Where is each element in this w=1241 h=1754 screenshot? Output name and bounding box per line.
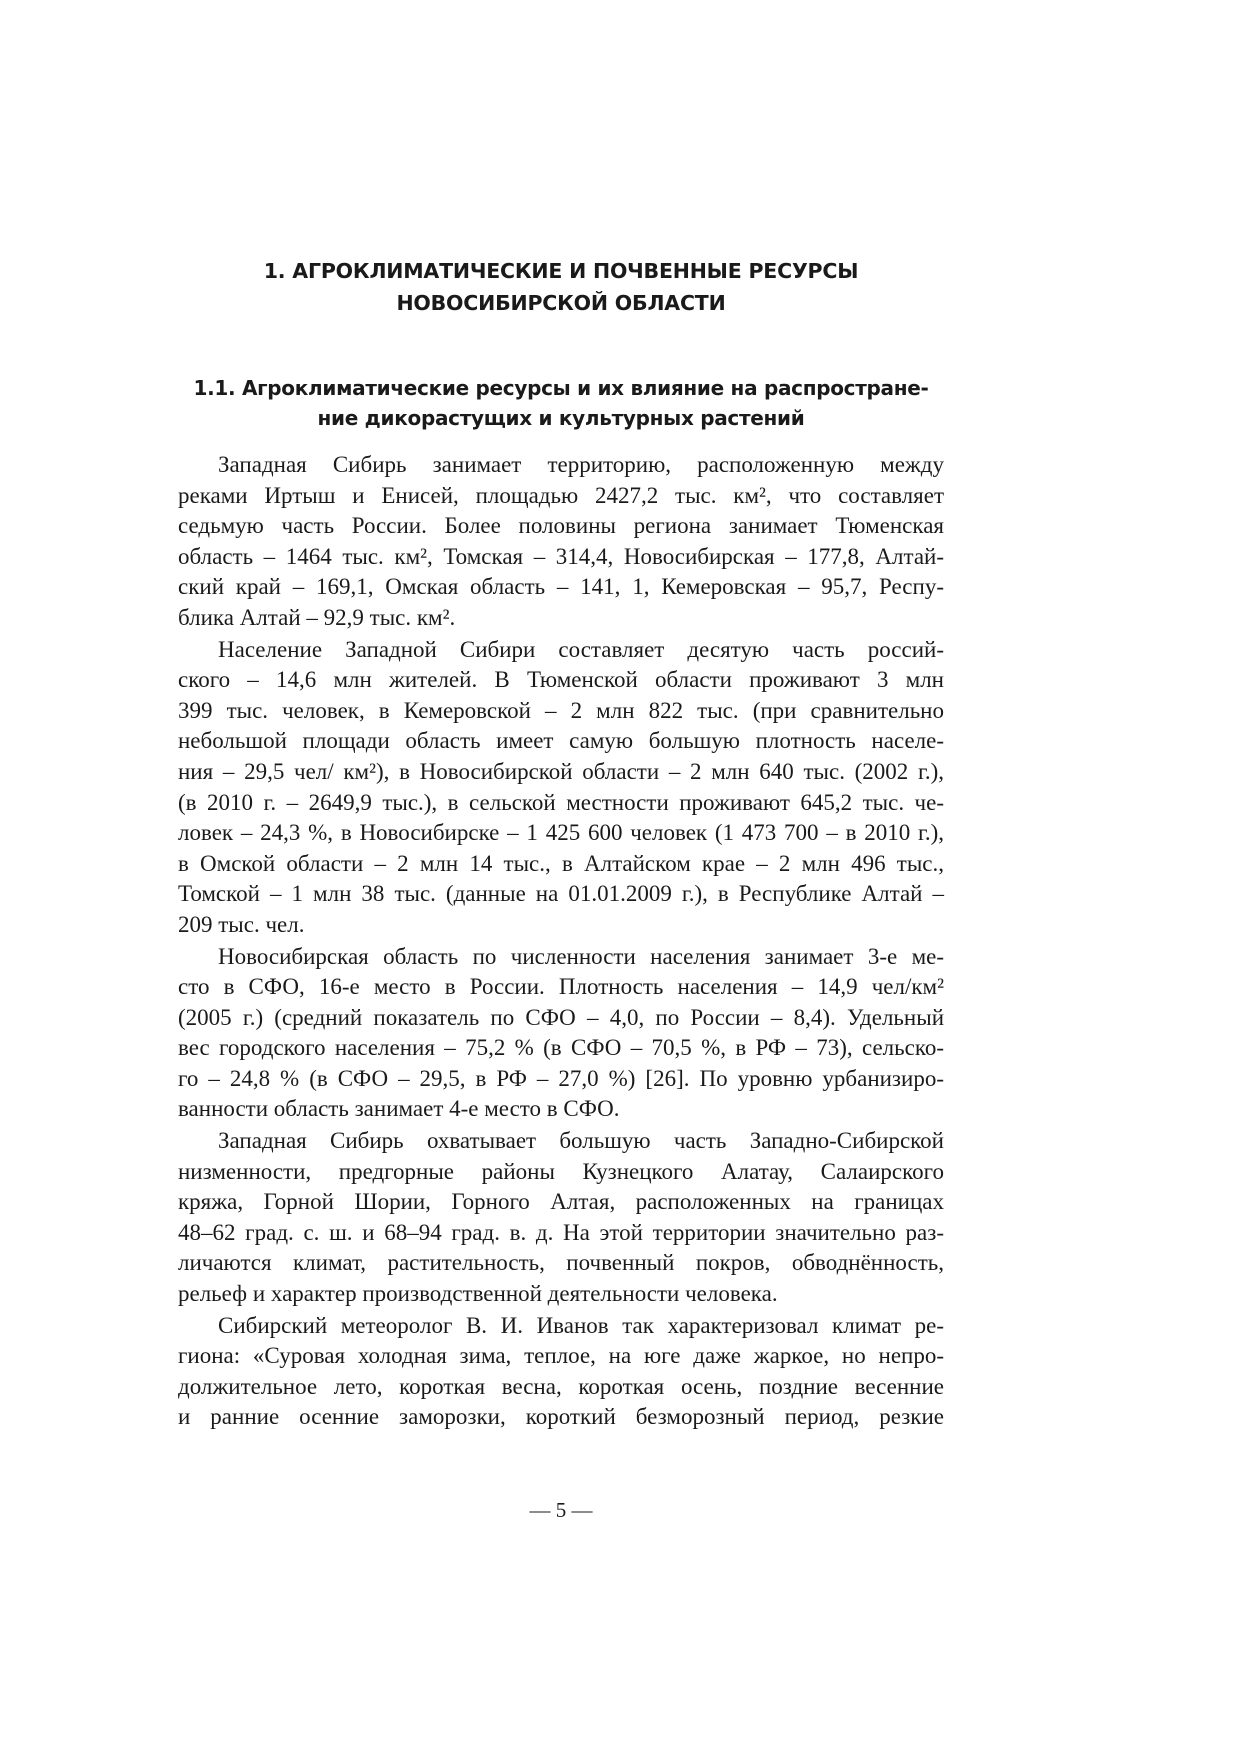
chapter-title-line-2: НОВОСИБИРСКОЙ ОБЛАСТИ [396, 291, 726, 315]
text-line: (в 2010 г. – 2649,9 тыс.), в сельской местности проживают 645,2 тыс. че- [178, 789, 944, 815]
text-line: блика Алтай – 92,9 тыс. км². [178, 604, 456, 630]
text-line: Сибирский метеоролог В. И. Иванов так характеризовал климат ре- [218, 1312, 944, 1338]
section-title-line-2: ние дикорастущих и культурных растений [317, 406, 805, 430]
text-line: (2005 г.) (средний показатель по СФО – 4,0, по России – 8,4). Удельный [178, 1004, 944, 1030]
text-line: ский край – 169,1, Омская область – 141, 1, Кемеровская – 95,7, Респу- [178, 574, 944, 600]
text-line: Томской – 1 млн 38 тыс. (данные на 01.01.2009 г.), в Республике Алтай – [178, 881, 944, 907]
section-title-line-1: 1.1. Агроклиматические ресурсы и их влияние на распростране- [193, 376, 929, 400]
text-line: го – 24,8 % (в СФО – 29,5, в РФ – 27,0 %) [26]. По уровню урбанизиро- [178, 1065, 944, 1091]
document-page [178, 0, 944, 1754]
paragraph [178, 1126, 944, 1310]
text-line: 399 тыс. человек, в Кемеровской – 2 млн 822 тыс. (при сравнительно [178, 697, 944, 723]
section-title [178, 373, 944, 433]
text-line: и ранние осенние заморозки, короткий безморозный период, резкие [178, 1404, 944, 1430]
paragraph [178, 635, 944, 941]
text-line: ванности область занимает 4-е место в СФО. [178, 1096, 620, 1122]
paragraph [178, 1311, 944, 1433]
text-line: сто в СФО, 16-е место в России. Плотность населения – 14,9 чел/км² [178, 974, 944, 1000]
text-line: седьмую часть России. Более половины региона занимает Тюменская [178, 513, 944, 539]
text-line: Новосибирская область по численности населения занимает 3-е ме- [218, 943, 944, 969]
text-line: Западная Сибирь занимает территорию, расположенную между [218, 452, 944, 477]
page-number: — 5 — [529, 1498, 593, 1522]
body-text [178, 450, 944, 1434]
text-line: Западная Сибирь охватывает большую часть Западно-Сибирской [218, 1128, 944, 1154]
text-line: кряжа, Горной Шории, Горного Алтая, расположенных на границах [178, 1189, 944, 1215]
text-line: небольшой площади область имеет самую большую плотность населе- [178, 728, 944, 754]
text-line: Население Западной Сибири составляет десятую часть россий- [218, 636, 944, 662]
text-line: ского – 14,6 млн жителей. В Тюменской области проживают 3 млн [178, 667, 944, 693]
paragraph [178, 942, 944, 1126]
text-line: реками Иртыш и Енисей, площадью 2427,2 тыс. км², что составляет [178, 482, 944, 508]
text-line: в Омской области – 2 млн 14 тыс., в Алтайском крае – 2 млн 496 тыс., [178, 850, 944, 876]
text-line: низменности, предгорные районы Кузнецкого Алатау, Салаирского [178, 1158, 944, 1184]
text-line: область – 1464 тыс. км², Томская – 314,4, Новосибирская – 177,8, Алтай- [178, 543, 944, 569]
chapter-title [178, 255, 944, 319]
text-line: рельеф и характер производственной деятельности человека. [178, 1281, 778, 1307]
paragraph [178, 450, 944, 634]
text-line: должительное лето, короткая весна, короткая осень, поздние весенние [178, 1373, 944, 1399]
text-line: вес городского населения – 75,2 % (в СФО – 70,5 %, в РФ – 73), сельско- [178, 1035, 944, 1061]
text-line: 48–62 град. с. ш. и 68–94 град. в. д. На этой территории значительно раз- [178, 1219, 944, 1245]
text-line: личаются климат, растительность, почвенный покров, обводнённость, [178, 1250, 944, 1276]
text-line: 209 тыс. чел. [178, 911, 305, 937]
chapter-title-line-1: 1. АГРОКЛИМАТИЧЕСКИЕ И ПОЧВЕННЫЕ РЕСУРСЫ [263, 259, 859, 283]
text-line: ния – 29,5 чел/ км²), в Новосибирской области – 2 млн 640 тыс. (2002 г.), [178, 758, 944, 784]
text-line: ловек – 24,3 %, в Новосибирске – 1 425 600 человек (1 473 700 – в 2010 г.), [178, 820, 944, 846]
text-line: гиона: «Суровая холодная зима, теплое, на юге даже жаркое, но непро- [178, 1343, 944, 1369]
